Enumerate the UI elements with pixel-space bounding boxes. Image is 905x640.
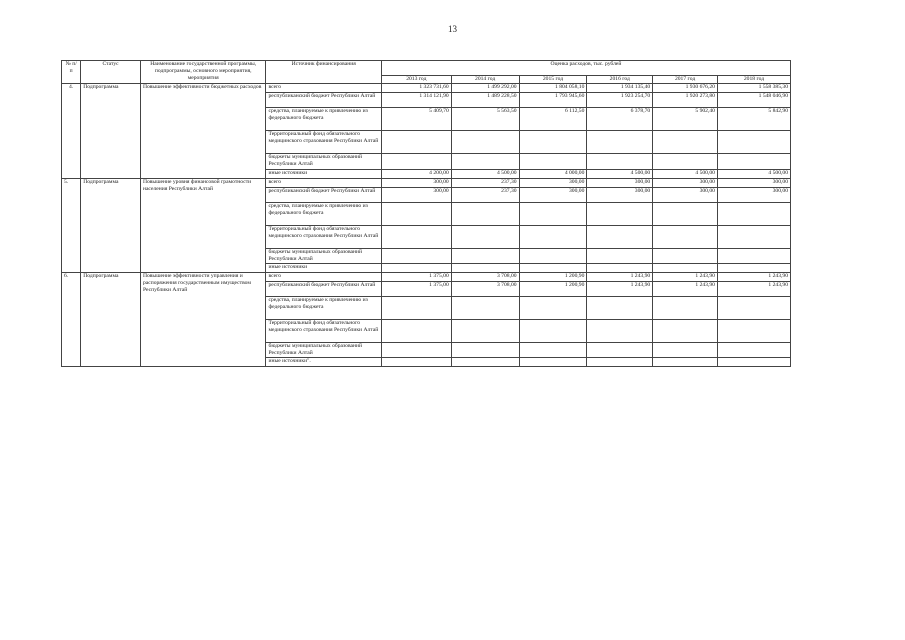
source-cell: иные источники <box>266 169 381 178</box>
group-number: 6. <box>62 273 81 367</box>
source-cell: иные источники". <box>266 358 381 367</box>
value-cell <box>451 248 519 263</box>
value-cell <box>381 154 451 169</box>
value-cell: 3 708,00 <box>451 273 519 282</box>
group-name: Повышение эффективности бюджетных расходов <box>140 84 266 178</box>
value-cell <box>587 225 653 248</box>
value-cell <box>717 358 790 367</box>
value-cell: 4 500,00 <box>451 169 519 178</box>
value-cell <box>519 358 587 367</box>
value-cell: 300,00 <box>587 187 653 202</box>
header-year: 2018 год <box>717 76 790 84</box>
source-cell: бюджеты муниципальных образований Республики Алтай <box>266 343 381 358</box>
value-cell <box>653 248 718 263</box>
group-name: Повышение уровня финансовой грамотности населения Республики Алтай <box>140 178 266 272</box>
group-number: 4. <box>62 84 81 178</box>
value-cell <box>653 131 718 154</box>
value-cell <box>717 131 790 154</box>
value-cell <box>717 297 790 320</box>
source-cell: средства, планируемые к привлечению из федерального бюджета <box>266 202 381 225</box>
value-cell: 1 375,00 <box>381 273 451 282</box>
value-cell <box>653 202 718 225</box>
value-cell <box>381 358 451 367</box>
source-cell: Территориальный фонд обязательного медицинского страхования Республики Алтай <box>266 320 381 343</box>
value-cell <box>381 320 451 343</box>
value-cell: 1 489 228,50 <box>451 93 519 108</box>
value-cell <box>653 358 718 367</box>
source-cell: всего <box>266 84 381 93</box>
value-cell <box>653 320 718 343</box>
value-cell <box>451 320 519 343</box>
value-cell <box>653 154 718 169</box>
value-cell: 4 500,00 <box>717 169 790 178</box>
table-row <box>62 178 791 187</box>
value-cell: 4 500,00 <box>653 169 718 178</box>
value-cell: 300,00 <box>519 178 587 187</box>
value-cell <box>451 297 519 320</box>
value-cell: 300,00 <box>653 178 718 187</box>
value-cell <box>381 343 451 358</box>
header-year: 2015 год <box>519 76 587 84</box>
value-cell <box>717 225 790 248</box>
value-cell <box>519 297 587 320</box>
header-year: 2013 год <box>381 76 451 84</box>
value-cell <box>451 343 519 358</box>
value-cell <box>519 248 587 263</box>
value-cell <box>587 264 653 273</box>
value-cell: 300,00 <box>717 178 790 187</box>
table-row <box>62 84 791 93</box>
value-cell: 4 200,00 <box>381 169 451 178</box>
budget-table <box>61 60 791 367</box>
value-cell: 1 920 273,80 <box>653 93 718 108</box>
header-source: Источник финансирования <box>266 61 381 84</box>
value-cell: 300,00 <box>519 187 587 202</box>
value-cell <box>381 202 451 225</box>
value-cell <box>587 343 653 358</box>
value-cell <box>451 264 519 273</box>
value-cell: 1 243,90 <box>717 273 790 282</box>
value-cell <box>381 248 451 263</box>
value-cell: 237,30 <box>451 187 519 202</box>
value-cell: 4 500,00 <box>587 169 653 178</box>
value-cell: 1 548 046,90 <box>717 93 790 108</box>
source-cell: Территориальный фонд обязательного медицинского страхования Республики Алтай <box>266 225 381 248</box>
value-cell <box>381 264 451 273</box>
page-number: 13 <box>448 24 457 34</box>
value-cell <box>653 297 718 320</box>
value-cell <box>587 131 653 154</box>
value-cell: 1 930 676,20 <box>653 84 718 93</box>
value-cell: 3 708,00 <box>451 282 519 297</box>
value-cell: 1 804 058,10 <box>519 84 587 93</box>
source-cell: иные источники <box>266 264 381 273</box>
value-cell: 5 409,70 <box>381 108 451 131</box>
value-cell: 6 112,50 <box>519 108 587 131</box>
value-cell <box>519 202 587 225</box>
value-cell: 5 563,50 <box>451 108 519 131</box>
source-cell: бюджеты муниципальных образований Республики Алтай <box>266 248 381 263</box>
value-cell: 1 243,90 <box>653 273 718 282</box>
source-cell: Территориальный фонд обязательного медицинского страхования Республики Алтай <box>266 131 381 154</box>
group-name: Повышение эффективности управления и распоряжения государственным имуществом Республики Алтай <box>140 273 266 367</box>
header-year: 2014 год <box>451 76 519 84</box>
group-status: Подпрограмма <box>81 84 141 178</box>
value-cell: 300,00 <box>381 178 451 187</box>
value-cell: 6 378,70 <box>587 108 653 131</box>
value-cell: 5 902,40 <box>653 108 718 131</box>
value-cell <box>381 225 451 248</box>
value-cell <box>653 343 718 358</box>
value-cell: 1 558 385,30 <box>717 84 790 93</box>
table-row <box>62 273 791 282</box>
value-cell <box>587 297 653 320</box>
value-cell: 1 243,90 <box>717 282 790 297</box>
source-cell: республиканский бюджет Республики Алтай <box>266 282 381 297</box>
value-cell <box>519 225 587 248</box>
value-cell: 1 499 292,00 <box>451 84 519 93</box>
header-estimate: Оценка расходов, тыс. рублей <box>381 61 790 76</box>
group-status: Подпрограмма <box>81 273 141 367</box>
value-cell <box>587 320 653 343</box>
value-cell <box>451 225 519 248</box>
header-num: № п/п <box>62 61 81 84</box>
value-cell: 1 200,90 <box>519 273 587 282</box>
value-cell: 1 243,90 <box>653 282 718 297</box>
value-cell: 300,00 <box>717 187 790 202</box>
value-cell <box>519 320 587 343</box>
value-cell <box>717 264 790 273</box>
value-cell <box>717 343 790 358</box>
value-cell <box>451 358 519 367</box>
source-cell: республиканский бюджет Республики Алтай <box>266 187 381 202</box>
value-cell <box>587 154 653 169</box>
value-cell <box>519 343 587 358</box>
value-cell <box>451 154 519 169</box>
value-cell: 1 243,90 <box>587 282 653 297</box>
value-cell <box>519 131 587 154</box>
header-status: Статус <box>81 61 141 84</box>
header-year: 2017 год <box>653 76 718 84</box>
value-cell: 300,00 <box>381 187 451 202</box>
value-cell <box>451 131 519 154</box>
value-cell: 1 934 135,40 <box>587 84 653 93</box>
source-cell: средства, планируемые к привлечению из федерального бюджета <box>266 297 381 320</box>
header-name: Наименование государственной программы, подпрограммы, основного мероприятия, мероприятия <box>140 61 266 84</box>
value-cell <box>381 297 451 320</box>
source-cell: средства, планируемые к привлечению из федерального бюджета <box>266 108 381 131</box>
value-cell: 1 243,90 <box>587 273 653 282</box>
value-cell: 1 200,90 <box>519 282 587 297</box>
value-cell <box>587 358 653 367</box>
value-cell <box>717 202 790 225</box>
value-cell: 1 923 254,70 <box>587 93 653 108</box>
value-cell <box>717 154 790 169</box>
value-cell: 300,00 <box>653 187 718 202</box>
value-cell: 1 375,00 <box>381 282 451 297</box>
value-cell <box>717 248 790 263</box>
source-cell: всего <box>266 178 381 187</box>
value-cell <box>381 131 451 154</box>
group-status: Подпрограмма <box>81 178 141 272</box>
group-number: 5. <box>62 178 81 272</box>
value-cell <box>587 248 653 263</box>
value-cell: 300,00 <box>587 178 653 187</box>
value-cell <box>519 154 587 169</box>
source-cell: республиканский бюджет Республики Алтай <box>266 93 381 108</box>
value-cell: 237,30 <box>451 178 519 187</box>
value-cell <box>587 202 653 225</box>
source-cell: всего <box>266 273 381 282</box>
value-cell <box>717 320 790 343</box>
value-cell: 4 000,00 <box>519 169 587 178</box>
value-cell: 5 842,90 <box>717 108 790 131</box>
value-cell <box>653 264 718 273</box>
value-cell: 1 793 945,60 <box>519 93 587 108</box>
source-cell: бюджеты муниципальных образований Республики Алтай <box>266 154 381 169</box>
value-cell: 1 323 731,60 <box>381 84 451 93</box>
value-cell <box>451 202 519 225</box>
value-cell <box>519 264 587 273</box>
value-cell <box>653 225 718 248</box>
header-year: 2016 год <box>587 76 653 84</box>
value-cell: 1 314 121,90 <box>381 93 451 108</box>
